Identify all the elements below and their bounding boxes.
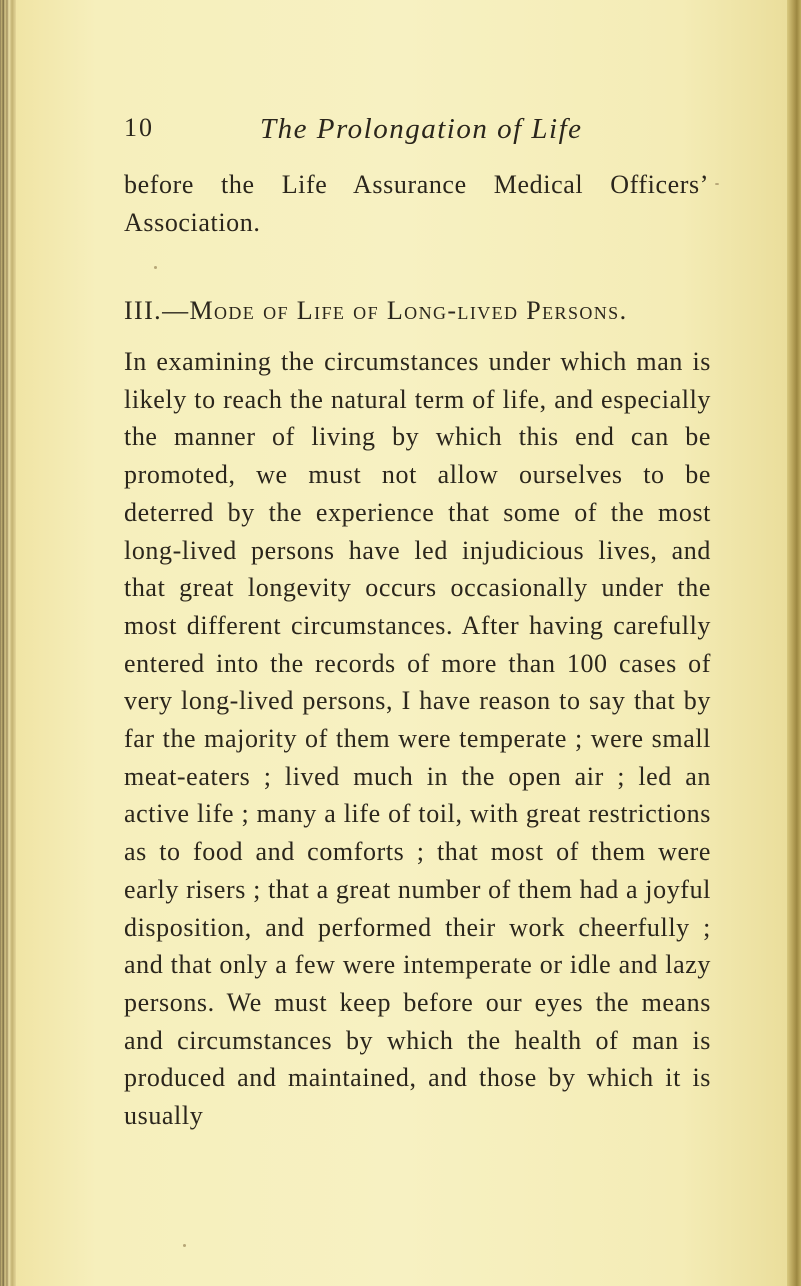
paper-speck <box>715 183 719 185</box>
page-number: 10 <box>124 113 154 142</box>
running-title: The Prolongation of Life <box>260 113 583 145</box>
paper-speck <box>154 266 157 269</box>
page-right-edge <box>787 0 801 1286</box>
continuation-text: before the Life Assurance Medical Officers’ Association. <box>124 170 709 237</box>
book-binding-edge <box>0 0 16 1286</box>
section-heading: III.—Mode of Life of Long-lived Persons. <box>124 296 628 325</box>
body-paragraph: In examining the circumstances under which man is likely to reach the natural term of life, and especially the manner of living by which this end can be promoted, we must not allow ourselves to be deterred by the experience that some of the most long-lived persons have led injudicious lives, and that great longevity occurs occasionally under the most different circumstances. After having carefully entered into the records of more than 100 cases of very long-lived persons, I have reason to say that by far the majority of them were temperate ; were small meat-eaters ; lived much in the open air ; led an active life ; many a life of toil, with great restrictions as to food and comforts ; that most of them were early risers ; that a great number of them had a joyful disposition, and performed their work cheerfully ; and that only a few were intemperate or idle and lazy persons. We must keep before our eyes the means and circumstances by which the health of man is produced and maintained, and those by which it is usually <box>124 347 711 1131</box>
page-header <box>124 107 714 151</box>
paper-speck <box>183 1244 186 1247</box>
